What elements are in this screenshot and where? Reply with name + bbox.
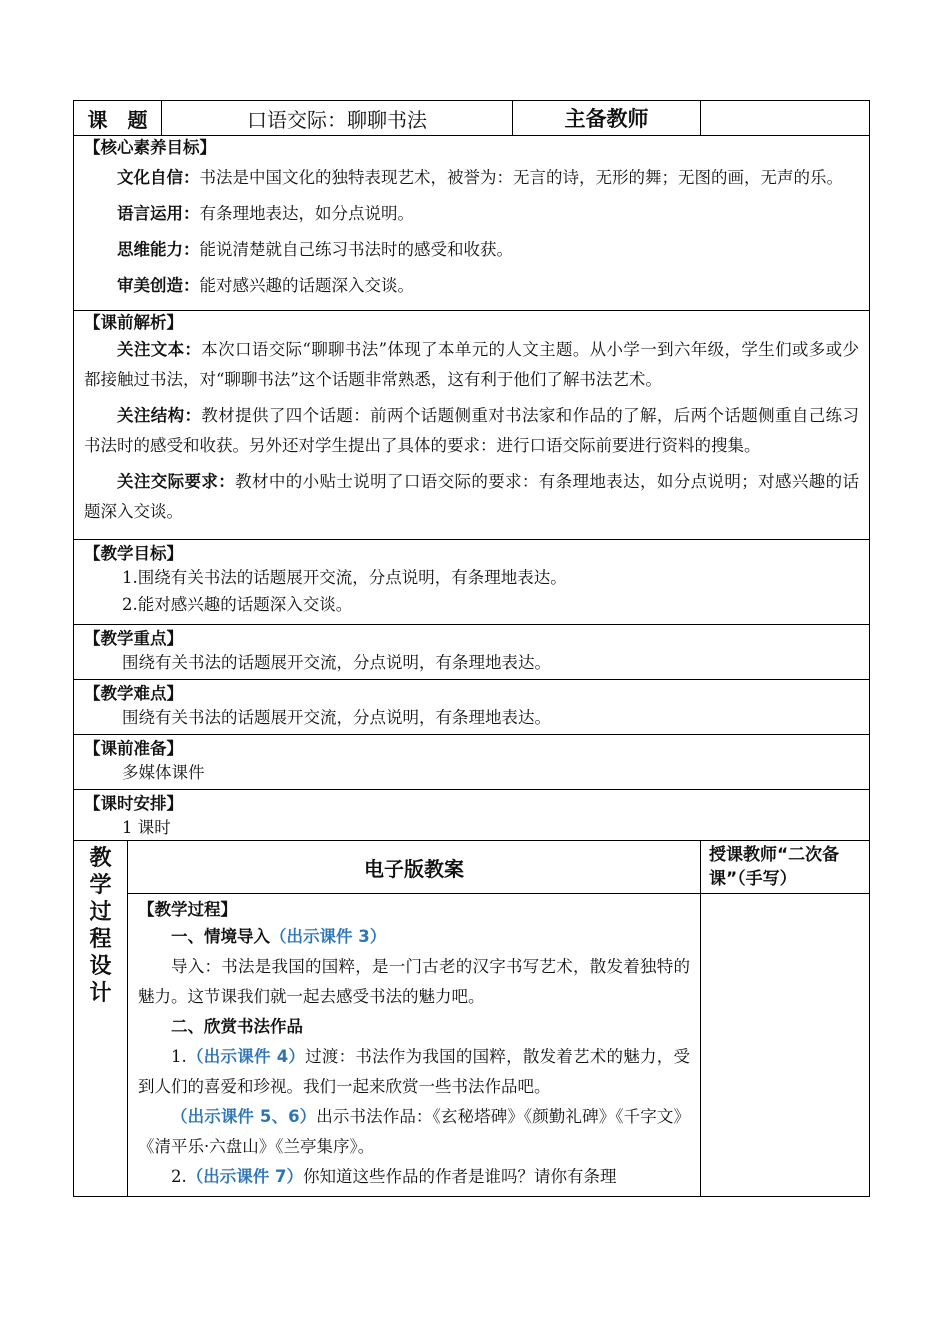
goal-item: 2.能对感兴趣的话题深入交谈。 (122, 595, 353, 614)
teacher-value (701, 101, 870, 136)
topic-title: 口语交际：聊聊书法 (162, 101, 513, 136)
teacher-label: 主备教师 (513, 101, 701, 136)
goals-row (74, 540, 870, 625)
topic-label-cell: 课 题 (74, 101, 162, 136)
analysis-item: 关注交际要求：教材中的小贴士说明了口语交际的要求：有条理地表达，如分点说明；对感兴趣的话题深入交谈。 (84, 472, 860, 521)
handwritten-notes-cell (701, 894, 870, 1197)
prep-title: 【课前准备】 (84, 739, 183, 758)
difficulty-row (74, 680, 870, 735)
analysis-title: 【课前解析】 (84, 313, 183, 332)
schedule-text: 1 课时 (122, 818, 171, 837)
process-title: 【教学过程】 (138, 900, 237, 919)
core-item: 文化自信：书法是中国文化的独特表现艺术，被誉为：无言的诗，无形的舞；无图的画，无声的乐。 (117, 168, 843, 187)
difficulty-text: 围绕有关书法的话题展开交流，分点说明，有条理地表达。 (122, 708, 551, 727)
process-side-label: 教 学 过 程 设 计 (74, 841, 128, 1197)
courseware-ref: （出示课件 7） (186, 1167, 303, 1186)
process-header-row (74, 841, 870, 894)
key-row (74, 625, 870, 680)
goals-title: 【教学目标】 (84, 544, 183, 563)
core-item: 思维能力：能说清楚就自己练习书法时的感受和收获。 (117, 240, 513, 259)
difficulty-title: 【教学难点】 (84, 684, 183, 703)
intro-text: 导入：书法是我国的国粹，是一门古老的汉字书写艺术，散发着独特的魅力。这节课我们就一起去感受书法的魅力吧。 (138, 957, 690, 1006)
analysis-row (74, 311, 870, 540)
goal-item: 1.围绕有关书法的话题展开交流，分点说明，有条理地表达。 (122, 568, 567, 587)
schedule-title: 【课时安排】 (84, 794, 183, 813)
schedule-row (74, 790, 870, 841)
core-item: 语言运用：有条理地表达，如分点说明。 (117, 204, 414, 223)
header-row (74, 101, 870, 136)
main-column-header: 电子版教案 (128, 841, 701, 894)
analysis-item: 关注结构：教材提供了四个话题：前两个话题侧重对书法家和作品的了解，后两个话题侧重自己练习书法时的感受和收获。另外还对学生提出了具体的要求：进行口语交际前要进行资料的搜集。 (84, 406, 860, 455)
analysis-item: 关注文本：本次口语交际“聊聊书法”体现了本单元的人文主题。从小学一到六年级，学生们或多或少都接触过书法，对“聊聊书法”这个话题非常熟悉，这有利于他们了解书法艺术。 (84, 340, 860, 389)
prep-text: 多媒体课件 (122, 763, 205, 782)
lesson-plan-page (73, 100, 869, 1197)
courseware-ref: （出示课件 3） (270, 927, 387, 946)
note-column-header: 授课教师“二次备课”（手写） (701, 841, 870, 894)
lesson-plan-table (73, 100, 870, 1197)
key-text: 围绕有关书法的话题展开交流，分点说明，有条理地表达。 (122, 653, 551, 672)
courseware-ref: （出示课件 5、6） (171, 1107, 317, 1126)
prep-row (74, 735, 870, 790)
core-row (74, 136, 870, 311)
process-body-row (74, 894, 870, 1197)
section2-title: 二、欣赏书法作品 (171, 1017, 303, 1036)
core-item: 审美创造：能对感兴趣的话题深入交谈。 (117, 276, 414, 295)
courseware-ref: （出示课件 4） (186, 1047, 306, 1066)
core-title: 【核心素养目标】 (84, 138, 216, 157)
key-title: 【教学重点】 (84, 629, 183, 648)
process-content: 【教学过程】 一、情境导入（出示课件 3） 导入：书法是我国的国粹，是一门古老的汉字书写艺术，散发着独特的魅力。这节课我们就一起去感受书法的魅力吧。 二、欣赏书法作品 1.（出示课件 4）过渡：书法作为我国的国粹，散发着艺术的魅力，受到人们的喜爱和珍视。我们一起来欣赏一些书法作品吧。 （出示课件 5、6）出示书法作品：《玄秘塔碑》《颜勤礼碑》《千字文》《清平乐·六盘山》《兰亭集序》。 2.（出示课件 7）你知道这些作品的作者是谁吗？请你有条理 (128, 894, 701, 1197)
